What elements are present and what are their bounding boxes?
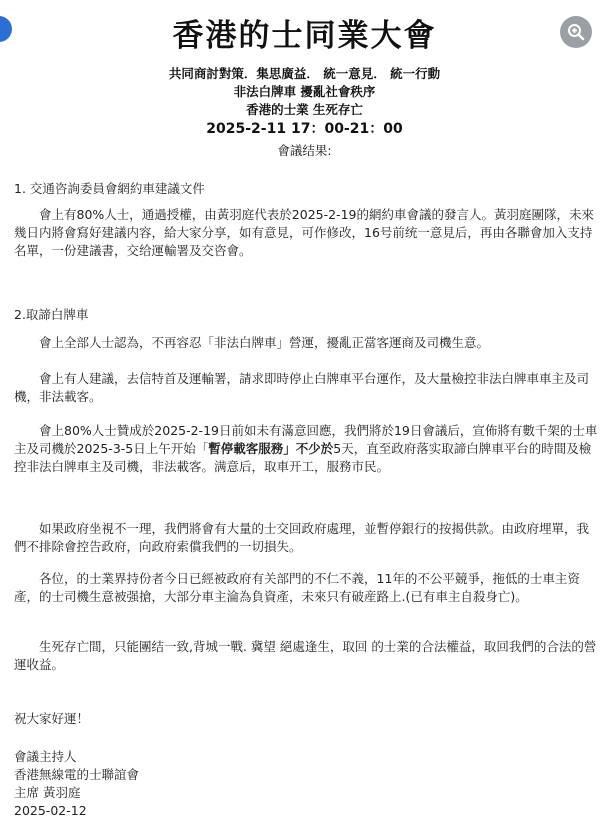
page-title: 香港的士同業大會 [172, 18, 437, 54]
industry-situation-paragraph: 各位，的士業界持份者今日已經被政府有关部門的不仁不義，11年的不公平競爭，拖低的士車主资產，的士司機生意被强搶，大部分車主淪為負資產，未來只有破産路上.(已有車主自殺身亡)。 [14, 571, 580, 604]
strike-plan-emphasis: 暫停載客服務」不少於 [208, 441, 334, 456]
magnifier-plus-glyph [566, 22, 586, 42]
section2-paragraph-1: 會上全部人士認為，不再容忍「非法白牌車」營運，擾亂正當客運商及司機生意。 [39, 335, 490, 350]
zoom-in-icon[interactable] [560, 16, 592, 48]
section1-paragraph: 會上有80%人士，通過授權，由黃羽庭代表於2025-2-19的網約車會議的發言人。黃羽庭團隊，未來幾日内將會寫好建議内容，給大家分享，如有意見，可作修改，16号前统一意見后，再由各聯會加入支持名單，一份建議書，交给運輸署及交咨會。 [14, 207, 594, 258]
section2-heading: 2.取諦白牌車 [14, 307, 89, 322]
closing-greeting: 祝大家好運！ [14, 711, 90, 726]
signature-chairman: 主席 黃羽庭 [14, 785, 81, 800]
meeting-datetime: 2025-2-11 17：00-21：00 [206, 121, 403, 137]
meeting-result-label: 會議结果: [277, 143, 332, 158]
government-warning-paragraph: 如果政府坐視不一理，我們將會有大量的士交回政府處理，並暫停銀行的按揭供款。由政府埋單，我們不排除會控告政府，向政府索償我們的一切損失。 [14, 521, 590, 554]
section1-heading: 1. 交通咨詢委員會網約車建議文件 [14, 181, 205, 196]
strike-plan-text-2: 5天，直至政府落实取諦白牌車平台的時間及檢控非法白牌車主及司機，非法載客。满意后，取車开工，服務市民。 [14, 441, 592, 474]
section2-paragraph-2: 會上有人建議，去信特首及運輸署，請求即時停止白牌車平台運作，及大量檢控非法白牌車車主及司機，非法載客。 [14, 371, 590, 404]
subtitle-industry: 香港的士業 生死存亡 [246, 102, 363, 117]
signature-organization: 香港無線電的士聯誼會 [14, 767, 140, 782]
strike-plan-text-1: 會上80%人士贊成於2025-2-19日前如未有滿意回應，我們將於19日會議后，宣佈將有數千架的士車主及司機於2025-3-5日上午开始「 [14, 423, 598, 456]
signature-host-label: 會議主持人 [14, 749, 77, 764]
signature-date: 2025-02-12 [14, 803, 87, 818]
strike-plan-paragraph [14, 422, 599, 476]
subtitle-slogan: 共同商討對策．集思廣益． 統一意見． 統一行動 [168, 66, 441, 81]
subtitle-issue: 非法白牌車 擾亂社會秩序 [233, 84, 376, 99]
unity-paragraph: 生死存亡間，只能團结一致,背城一戰. 冀望 絕處逢生，取回 的士業的合法權益，取回我們的合法的營運收益。 [14, 639, 597, 672]
